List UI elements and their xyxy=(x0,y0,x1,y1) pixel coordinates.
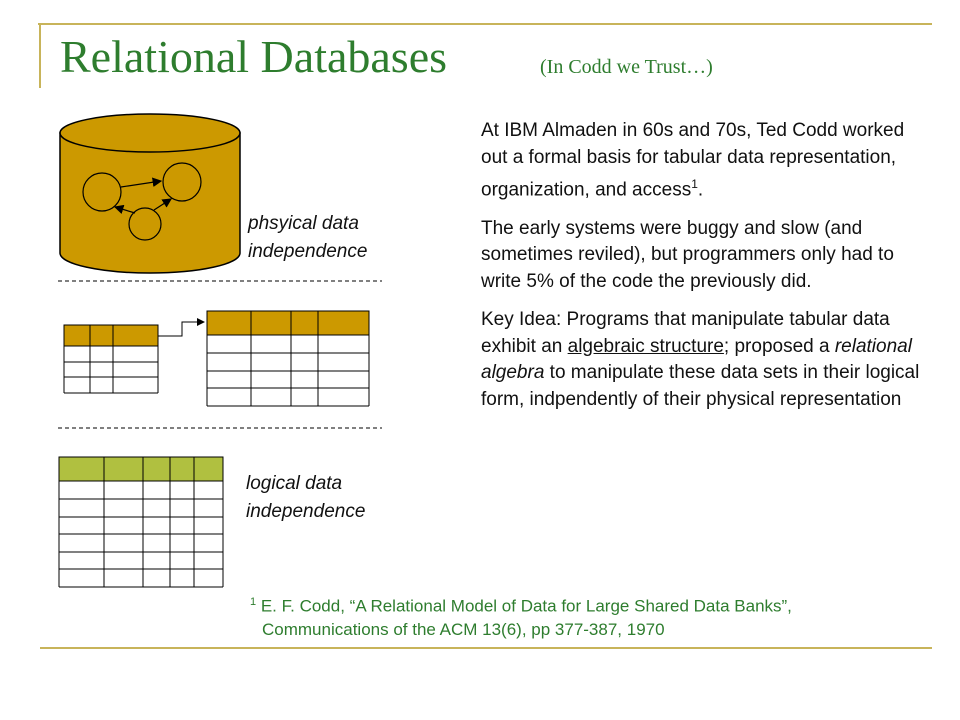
footnote-ref: 1 xyxy=(691,177,698,191)
logical-independence-label xyxy=(246,470,365,526)
algebraic-structure-text: algebraic structure xyxy=(567,335,724,357)
footnote-line-1 xyxy=(250,591,950,618)
paragraph-early-systems: The early systems were buggy and slow (and sometimes reviled), but programmers only had to write 5% of the code the previously did. xyxy=(481,217,894,292)
relational-algebra-text: relational algebra xyxy=(481,335,912,384)
body-text xyxy=(481,118,921,425)
footnote-citation-line2: Communications of the ACM 13(6), pp 377-387, 1970 xyxy=(262,619,665,639)
paragraph-key-idea xyxy=(481,307,921,413)
database-cylinder-icon xyxy=(60,114,240,273)
key-idea-text-c: to manipulate these data sets in their logical form, indpendently of their physical representation xyxy=(481,362,920,410)
table-connector-arrow-icon xyxy=(158,322,204,336)
graph-node-right xyxy=(163,163,201,201)
physical-independence-label xyxy=(248,210,367,266)
slide-title: Relational Databases xyxy=(60,31,448,82)
large-table-icon xyxy=(207,311,369,406)
physical-label-line1: phsyical data xyxy=(248,213,359,234)
footnote xyxy=(250,591,950,641)
paragraph-1-end: . xyxy=(697,179,704,201)
slide-subtitle: (In Codd we Trust…) xyxy=(540,56,713,78)
logical-label-line2: independence xyxy=(246,501,366,522)
key-idea-text-a: Key Idea: Programs that manipulate tabular data exhibit an xyxy=(481,309,890,357)
small-table-icon xyxy=(64,325,158,393)
physical-label-line2: independence xyxy=(248,241,368,262)
footnote-marker: 1 xyxy=(250,596,257,608)
key-idea-text-b: ; proposed a xyxy=(723,335,835,357)
graph-node-left xyxy=(83,173,121,211)
logical-table-icon xyxy=(59,457,223,587)
paragraph-codd-history xyxy=(481,118,921,204)
logical-label-line1: logical data xyxy=(246,473,343,494)
paragraph-1-text: At IBM Almaden in 60s and 70s, Ted Codd worked out a formal basis for tabular data representation, organization, and access xyxy=(481,120,905,201)
footnote-citation-line1: E. F. Codd, “A Relational Model of Data for Large Shared Data Banks”, xyxy=(256,596,792,616)
